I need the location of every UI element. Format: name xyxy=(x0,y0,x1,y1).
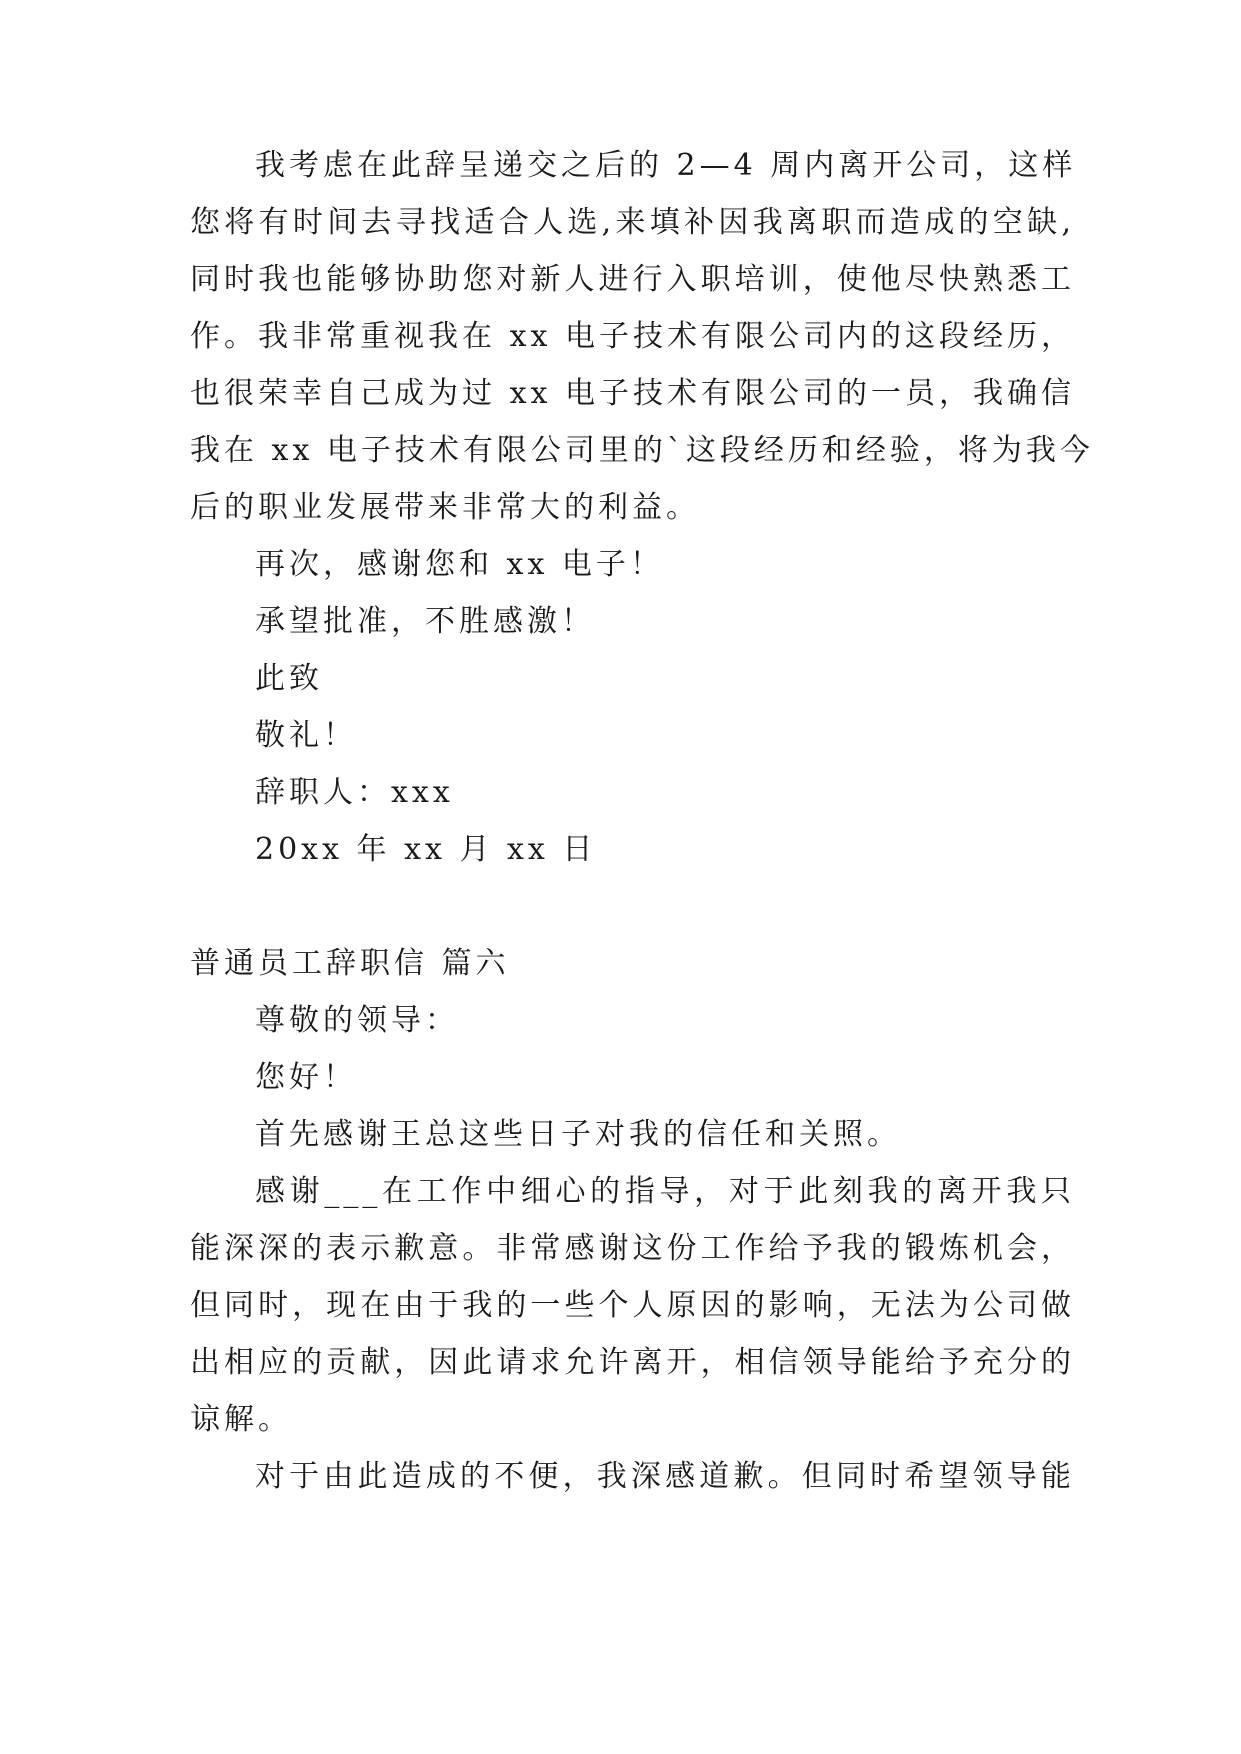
section-title: 普通员工辞职信 篇六 xyxy=(190,946,510,981)
paragraph-line: 我考虑在此辞呈递交之后的 2—4 周内离开公司，这样 xyxy=(255,148,1077,183)
paragraph-line: 能深深的表示歉意。非常感谢这份工作给予我的锻炼机会， xyxy=(190,1231,1075,1266)
closing-salute-line: 敬礼！ xyxy=(255,718,357,753)
paragraph-line: 我在 xx 电子技术有限公司里的`这段经历和经验，将为我今 xyxy=(190,433,1094,468)
closing-line: 此致 xyxy=(255,661,323,696)
paragraph-line: 也很荣幸自己成为过 xx 电子技术有限公司的一员，我确信 xyxy=(190,376,1075,411)
paragraph-line: 后的职业发展带来非常大的利益。 xyxy=(190,490,700,525)
paragraph-line: 同时我也能够协助您对新人进行入职培训，使他尽快熟悉工 xyxy=(190,262,1075,297)
paragraph-line: 谅解。 xyxy=(190,1402,292,1437)
greeting-line: 您好！ xyxy=(255,1060,357,1095)
salutation-line: 尊敬的领导： xyxy=(255,1003,459,1038)
paragraph-line: 您将有时间去寻找适合人选,来填补因我离职而造成的空缺, xyxy=(190,205,1075,240)
paragraph-line: 作。我非常重视我在 xx 电子技术有限公司内的这段经历， xyxy=(190,319,1075,354)
paragraph-line: 但同时，现在由于我的一些个人原因的影响，无法为公司做 xyxy=(190,1288,1075,1323)
signer-line: 辞职人：xxx xyxy=(255,775,454,810)
request-line: 承望批准，不胜感激！ xyxy=(255,604,595,639)
paragraph-line: 感谢___在工作中细心的指导，对于此刻我的离开我只 xyxy=(255,1174,1075,1209)
paragraph-line: 出相应的贡献，因此请求允许离开，相信领导能给予充分的 xyxy=(190,1345,1075,1380)
date-line: 20xx 年 xx 月 xx 日 xyxy=(255,832,597,867)
paragraph-line: 首先感谢王总这些日子对我的信任和关照。 xyxy=(255,1117,901,1152)
thanks-line: 再次，感谢您和 xx 电子！ xyxy=(255,547,664,582)
paragraph-line: 对于由此造成的不便，我深感道歉。但同时希望领导能 xyxy=(255,1459,1075,1494)
